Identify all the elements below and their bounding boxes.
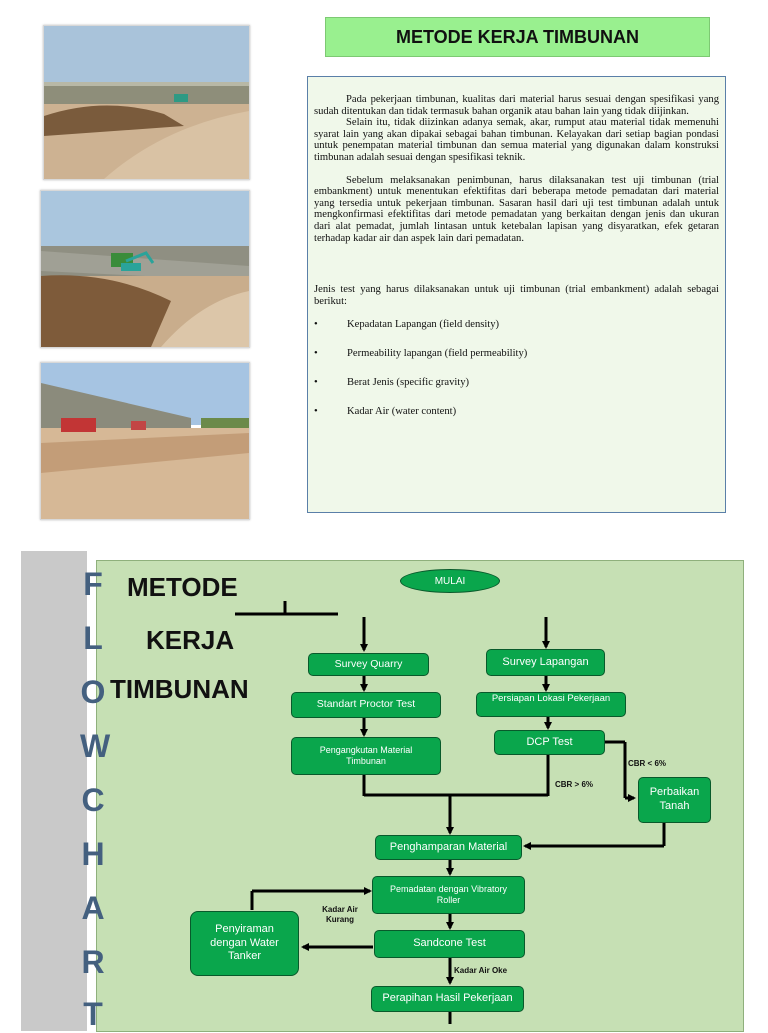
start-node: MULAI — [400, 569, 500, 593]
standart-proctor-box: Standart Proctor Test — [291, 692, 441, 718]
persiapan-lokasi-box: Persiapan Lokasi Pekerjaan — [476, 692, 626, 717]
side-letter: H — [81, 836, 105, 872]
penghamparan-box: Penghamparan Material — [375, 835, 522, 860]
list-item: • Berat Jenis (specific gravity) — [314, 377, 719, 406]
kadar-air-oke-label: Kadar Air Oke — [454, 966, 508, 975]
side-letter: W — [80, 728, 111, 764]
flowchart-title-line-1: METODE — [127, 572, 238, 602]
list-item: • Permeability lapangan (field permeability) — [314, 348, 719, 377]
side-letter: F — [83, 566, 103, 602]
dcp-test-box: DCP Test — [494, 730, 605, 755]
perapihan-box: Perapihan Hasil Pekerjaan — [371, 986, 524, 1012]
pemadatan-box: Pemadatan dengan Vibratory Roller — [372, 876, 525, 914]
survey-quarry-box: Survey Quarry — [308, 653, 429, 676]
side-letter: R — [81, 944, 105, 980]
perbaikan-tanah-box: Perbaikan Tanah — [638, 777, 711, 823]
survey-lapangan-box: Survey Lapangan — [486, 649, 605, 676]
side-letter: T — [83, 996, 103, 1032]
side-letter: L — [83, 620, 103, 656]
paragraph-3: Sebelum melaksanakan penimbunan, harus dilaksanakan test uji timbunan (trial embankment) untuk menentukan efektifitas dari beberapa metode pemadatan dari material yang tersedia untuk pekerjaan timbunan. Sasaran hasil dari uji test timbunan adalah untuk mengkonfirmasi efektifitas dari metode pemadatan yang berkaitan dengan jenis dan ukuran dari alat pemadat, jumlah lintasan untuk ketebalan lapisan yang disyaratkan, efek getaran terhadap kadar air dan aspek lain dari pemadatan. — [314, 174, 719, 244]
list-item: • Kadar Air (water content) — [314, 406, 719, 435]
flowchart-title-line-2: KERJA — [146, 625, 235, 655]
side-letter: O — [80, 674, 106, 710]
paragraph-4: Jenis test yang harus dilaksanakan untuk uji timbunan (trial embankment) adalah sebagai berikut: — [314, 284, 719, 307]
flowchart-title-line-3: TIMBUNAN — [110, 674, 249, 704]
side-letter: A — [81, 890, 105, 926]
pengangkutan-box: Pengangkutan Material Timbunan — [291, 737, 441, 775]
penyiraman-box: Penyiraman dengan Water Tanker — [190, 911, 299, 976]
side-letter: C — [81, 782, 105, 818]
paragraph-1: Pada pekerjaan timbunan, kualitas dari material harus sesuai dengan spesifikasi yang sudah ditentukan dan tidak termasuk bahan organik atau bahan lain yang tidak diijinkan. — [314, 94, 719, 117]
cbr-low-label: CBR < 6% — [628, 759, 667, 768]
sandcone-box: Sandcone Test — [374, 930, 525, 958]
page-title: METODE KERJA TIMBUNAN — [325, 17, 710, 57]
cbr-high-label: CBR > 6% — [555, 780, 594, 789]
list-item: • Kepadatan Lapangan (field density) — [314, 319, 719, 348]
kadar-air-kurang-label: Kadar Air Kurang — [322, 905, 358, 924]
paragraph-2: Selain itu, tidak diizinkan adanya semak, akar, rumput atau material tidak memenuhi syarat lain yang akan dipakai sebagai bahan timbunan. Kelayakan dari setiap bagian pondasi untuk penempatan material timbunan dan semua material yang digunakan dalam konstruksi timbunan adalah sesuai dengan spesifikasi teknik. — [314, 117, 719, 163]
